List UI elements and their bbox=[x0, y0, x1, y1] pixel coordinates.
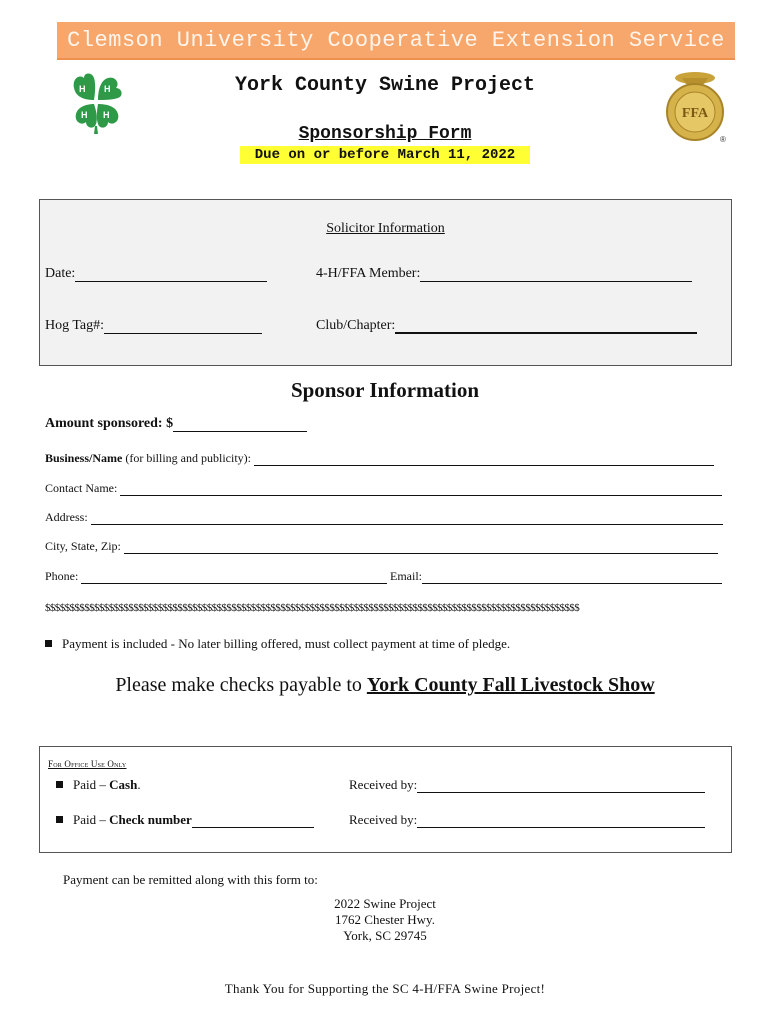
phone-field[interactable] bbox=[45, 569, 387, 584]
hog-tag-label: Hog Tag#: bbox=[45, 318, 105, 333]
checks-prefix: Please make checks payable to bbox=[115, 674, 367, 696]
dollar-divider: $$$$$$$$$$$$$$$$$$$$$$$$$$$$$$$$$$$$$$$$$$$$$$$$$$$$$$$$$$$$$$$$$$$$$$$$$$$$$$$$$$$$$$$$$$$$$$$$$$$$$$$$$$$$$ bbox=[45, 602, 580, 614]
ffa-letters: FFA bbox=[681, 106, 709, 121]
email-field[interactable] bbox=[390, 569, 722, 584]
solicitor-section bbox=[39, 199, 732, 366]
date-label: Date: bbox=[45, 266, 76, 281]
sponsor-heading: Sponsor Information bbox=[290, 378, 480, 402]
member-field[interactable] bbox=[316, 266, 692, 282]
business-label-bold: Business/Name bbox=[45, 451, 123, 465]
paid-check-checkbox[interactable]: Paid – Check number bbox=[56, 812, 314, 828]
remit-line3: York, SC 29745 bbox=[343, 928, 427, 943]
svg-text:H: H bbox=[79, 84, 86, 94]
bullet-icon bbox=[56, 816, 63, 823]
office-use-heading: For Office Use Only bbox=[48, 759, 127, 769]
banner-text: Clemson University Cooperative Extension Service bbox=[67, 28, 725, 53]
remit-line2: 1762 Chester Hwy. bbox=[335, 912, 435, 927]
header-banner bbox=[57, 22, 735, 60]
business-label-rest: (for billing and publicity): bbox=[122, 451, 251, 465]
club-chapter-label: Club/Chapter: bbox=[316, 318, 396, 333]
member-label: 4-H/FFA Member: bbox=[316, 266, 421, 281]
ffa-registered-mark: ® bbox=[720, 135, 726, 144]
checks-payable bbox=[0, 674, 770, 697]
email-label: Email: bbox=[390, 569, 422, 583]
contact-field[interactable] bbox=[45, 481, 722, 496]
date-field[interactable] bbox=[45, 266, 267, 282]
received-by-label: Received by: bbox=[349, 777, 418, 792]
club-chapter-field[interactable] bbox=[316, 318, 697, 334]
remit-intro: Payment can be remitted along with this form to: bbox=[63, 872, 318, 887]
city-state-zip-label: City, State, Zip: bbox=[45, 539, 121, 553]
payment-note: Payment is included - No later billing offered, must collect payment at time of pledge. bbox=[45, 636, 510, 652]
svg-text:H: H bbox=[81, 110, 88, 120]
office-use-section bbox=[39, 746, 732, 853]
remit-line1: 2022 Swine Project bbox=[334, 896, 436, 911]
hog-tag-field[interactable] bbox=[45, 318, 262, 334]
form-subtitle: Sponsorship Form bbox=[298, 124, 472, 144]
bullet-icon bbox=[56, 781, 63, 788]
amount-label: Amount sponsored: $ bbox=[45, 416, 174, 431]
business-field[interactable] bbox=[45, 451, 714, 466]
page-title: York County Swine Project bbox=[234, 74, 536, 97]
svg-text:H: H bbox=[104, 84, 111, 94]
phone-label: Phone: bbox=[45, 569, 79, 583]
svg-text:H: H bbox=[103, 110, 110, 120]
city-state-zip-field[interactable] bbox=[45, 539, 718, 554]
bullet-icon bbox=[45, 640, 52, 647]
received-by-label: Received by: bbox=[349, 812, 418, 827]
due-date: Due on or before March 11, 2022 bbox=[240, 146, 530, 164]
remit-address bbox=[0, 896, 770, 944]
received-by-check-field[interactable] bbox=[349, 812, 705, 828]
received-by-cash-field[interactable] bbox=[349, 777, 705, 793]
address-label: Address: bbox=[45, 510, 88, 524]
solicitor-heading: Solicitor Information bbox=[326, 221, 445, 236]
paid-cash-checkbox[interactable]: Paid – Cash. bbox=[56, 777, 141, 793]
thank-you: Thank You for Supporting the SC 4-H/FFA Swine Project! bbox=[224, 981, 546, 996]
checks-payee: York County Fall Livestock Show bbox=[366, 674, 655, 696]
contact-label: Contact Name: bbox=[45, 481, 118, 495]
amount-field[interactable] bbox=[45, 416, 307, 432]
address-field[interactable] bbox=[45, 510, 723, 525]
